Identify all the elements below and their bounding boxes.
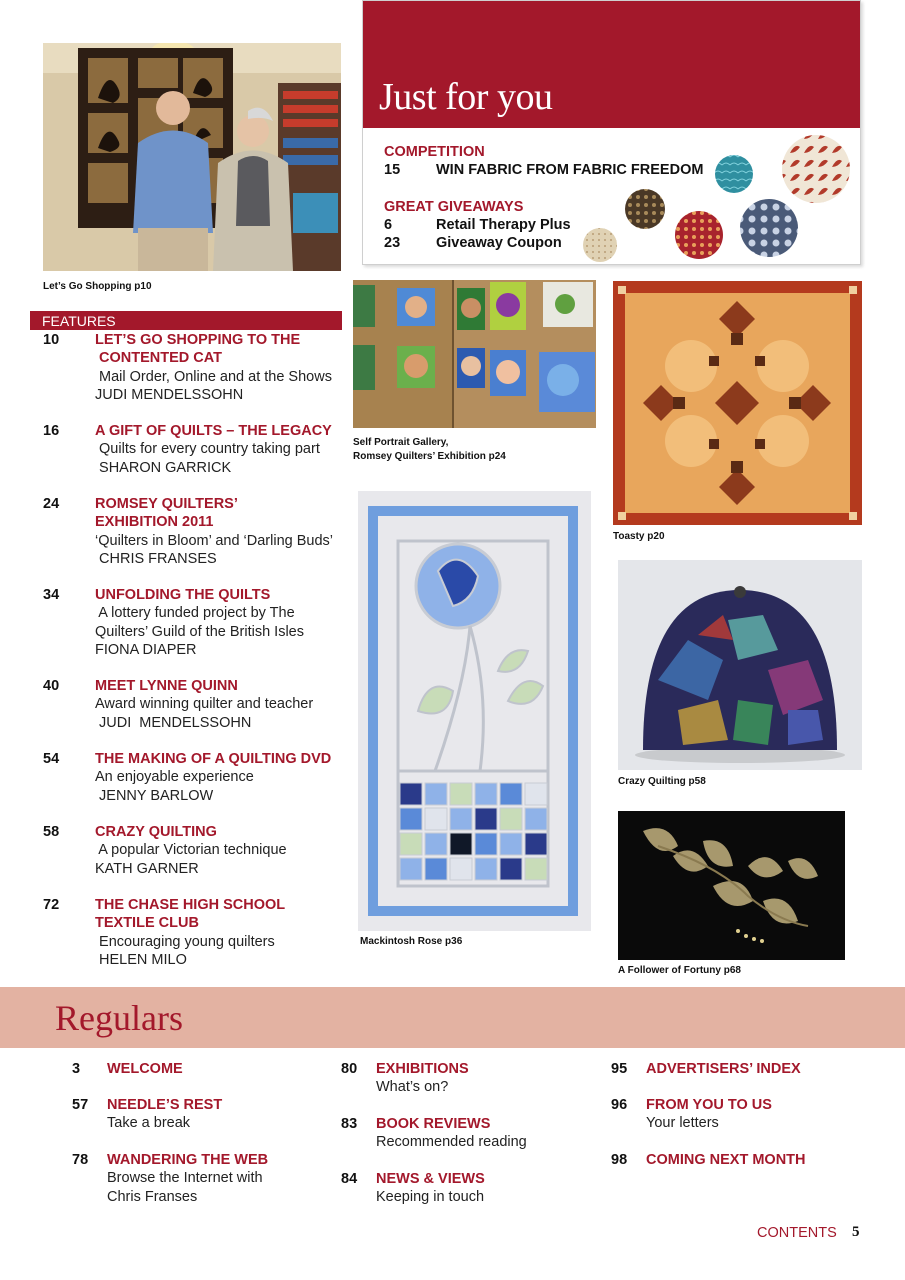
feature-description: ‘Quilters in Bloom’ and ‘Darling Buds’ [95,532,334,549]
page-number: 5 [852,1224,860,1240]
feature-description: Award winning quilter and teacher [95,696,314,713]
feature-description: FIONA DIAPER [95,641,197,658]
quilt-square [475,783,497,805]
regular-title: FROM YOU TO US [646,1097,772,1113]
gallery-caption-line: Self Portrait Gallery, [353,437,449,448]
feature-description: JUDI MENDELSSOHN [95,714,252,731]
feature-title: LET’S GO SHOPPING TO THE [95,332,301,348]
feature-description: Quilts for every country taking part [95,441,320,458]
quilt-square [450,808,472,830]
feature-page-number: 40 [43,678,60,694]
giveaway-item-page: 23 [384,235,401,251]
competition-item-label: WIN FABRIC FROM FABRIC FREEDOM [436,162,704,178]
quilt-square [500,808,522,830]
feature-page-number: 10 [43,332,60,348]
fortuny-photo [618,811,845,960]
mackintosh-photo [358,491,591,931]
mackintosh-caption: Mackintosh Rose p36 [360,936,463,947]
quilt-square [500,858,522,880]
feature-page-number: 34 [43,587,60,603]
regular-page-number: 83 [341,1116,358,1132]
feature-page-number: 16 [43,423,60,439]
feature-title: EXHIBITION 2011 [95,514,214,531]
regular-page-number: 57 [72,1097,89,1113]
shopping-caption: Let’s Go Shopping p10 [43,281,152,292]
feature-title: THE CHASE HIGH SCHOOL [95,897,286,913]
feature-description: A popular Victorian technique [95,842,287,859]
feature-description: HELEN MILO [95,951,187,968]
quilt-square [525,808,547,830]
competition-heading: COMPETITION [384,144,485,160]
quilt-square [425,783,447,805]
giveaway-item-page: 6 [384,217,393,233]
quilt-square [500,783,522,805]
giveaways-heading: GREAT GIVEAWAYS [384,199,524,215]
regular-description: Browse the Internet with [107,1170,263,1187]
quilt-square [450,783,472,805]
regular-description: Recommended reading [376,1134,527,1151]
feature-title: ROMSEY QUILTERS’ [95,496,238,512]
feature-description: An enjoyable experience [95,769,254,786]
quilt-square [425,833,447,855]
crazy-caption: Crazy Quilting p58 [618,776,706,787]
gallery-caption [353,436,506,464]
regular-title: ADVERTISERS’ INDEX [646,1061,801,1077]
feature-page-number: 72 [43,897,60,913]
regular-title: NEWS & VIEWS [376,1171,485,1187]
shopping-photo [43,43,341,271]
regular-description: Keeping in touch [376,1189,485,1206]
regular-description: Your letters [646,1115,719,1132]
regular-title: WELCOME [107,1061,183,1077]
feature-description: A lottery funded project by The [95,605,295,622]
regular-page-number: 78 [72,1152,89,1168]
just-for-you-box [362,0,861,265]
feature-description: JENNY BARLOW [95,787,214,804]
feature-page-number: 54 [43,751,60,767]
feature-title: UNFOLDING THE QUILTS [95,587,271,603]
quilt-square [450,833,472,855]
regular-title: WANDERING THE WEB [107,1152,269,1168]
quilt-square [400,808,422,830]
fabric-swatches [578,129,858,264]
feature-description: SHARON GARRICK [95,459,232,476]
regular-title: EXHIBITIONS [376,1061,469,1077]
feature-title: CRAZY QUILTING [95,824,217,840]
regular-page-number: 84 [341,1171,358,1187]
quilt-square [525,858,547,880]
regular-page-number: 95 [611,1061,628,1077]
regular-title: COMING NEXT MONTH [646,1152,806,1168]
quilt-square [400,783,422,805]
quilt-square [400,833,422,855]
regular-title: BOOK REVIEWS [376,1116,491,1132]
feature-title: A GIFT OF QUILTS – THE LEGACY [95,423,332,439]
just-for-you-header [363,1,860,128]
feature-description: Encouraging young quilters [95,933,275,950]
regular-description: Take a break [107,1115,191,1132]
regular-title: NEEDLE’S REST [107,1097,223,1113]
fortuny-caption: A Follower of Fortuny p68 [618,965,741,976]
quilt-square [425,858,447,880]
regular-description: Chris Franses [107,1188,198,1205]
quilt-square [525,783,547,805]
feature-title: MEET LYNNE QUINN [95,678,238,694]
feature-title: CONTENTED CAT [95,350,223,367]
quilt-square [400,858,422,880]
footer-section-label: CONTENTS [757,1225,837,1241]
regular-page-number: 80 [341,1061,358,1077]
giveaway-item[interactable] [384,235,562,251]
feature-description: CHRIS FRANSES [95,550,217,567]
feature-description: KATH GARNER [95,860,199,877]
gallery-caption-line: Romsey Quilters’ Exhibition p24 [353,451,506,462]
gallery-photo [353,280,596,428]
quilt-square [500,833,522,855]
competition-item-page: 15 [384,162,401,178]
toasty-caption: Toasty p20 [613,531,665,542]
feature-description: JUDI MENDELSSOHN [95,386,244,403]
giveaway-item-label: Giveaway Coupon [436,235,562,251]
features-heading: FEATURES [30,311,342,330]
quilt-square [525,833,547,855]
crazy-photo [618,560,862,770]
feature-title: THE MAKING OF A QUILTING DVD [95,751,332,767]
regulars-title: Regulars [55,998,183,1038]
regular-description: What’s on? [376,1079,449,1096]
feature-description: Mail Order, Online and at the Shows [95,368,332,385]
quilt-square [425,808,447,830]
regular-page-number: 98 [611,1152,628,1168]
regulars-band [0,987,905,1048]
toasty-photo [613,281,862,525]
regular-page-number: 96 [611,1097,628,1113]
feature-title: TEXTILE CLUB [95,915,199,932]
giveaway-item-label: Retail Therapy Plus [436,217,571,233]
feature-page-number: 24 [43,496,60,512]
quilt-square [475,833,497,855]
feature-description: Quilters’ Guild of the British Isles [95,623,304,640]
feature-page-number: 58 [43,824,60,840]
regular-page-number: 3 [72,1061,81,1077]
quilt-square [475,858,497,880]
quilt-square [450,858,472,880]
quilt-square [475,808,497,830]
giveaway-item[interactable] [384,217,571,233]
just-for-you-title: Just for you [379,76,553,118]
